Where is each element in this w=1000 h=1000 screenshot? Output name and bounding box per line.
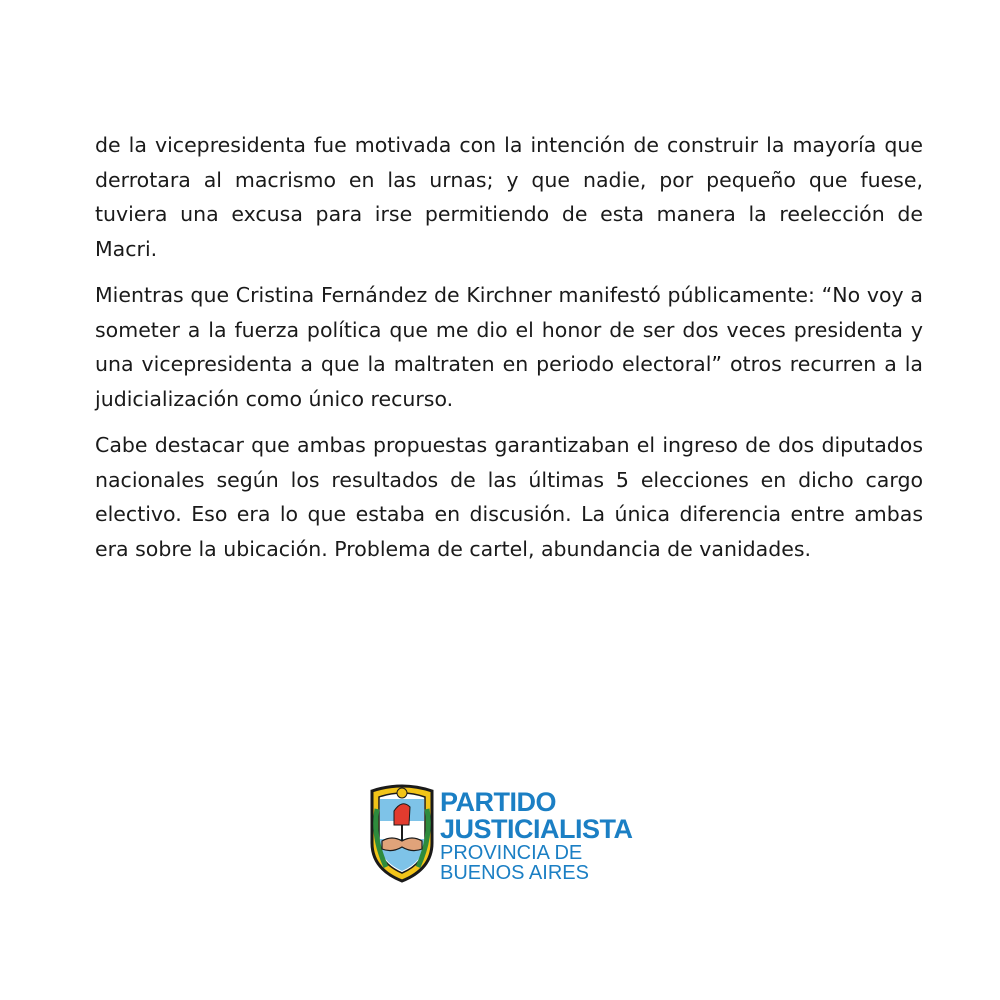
paragraph-1: de la vicepresidenta fue motivada con la intención de construir la mayoría que derrotara al macrismo en las urnas; y que nadie, por pequeño que fuese, tuviera una excusa para irse permitiendo de esta manera la reelección de Macri.	[95, 133, 923, 261]
logo-line-justicialista: JUSTICIALISTA	[440, 814, 633, 844]
logo-line-buenos-aires: BUENOS AIRES	[440, 862, 589, 884]
paragraph-2: Mientras que Cristina Fernández de Kirchner manifestó públicamente: “No voy a someter a la fuerza política que me dio el honor de ser dos veces presidenta y una vicepresidenta a que la maltraten en periodo electoral” otros recurren a la judicialización como único recurso.	[95, 283, 923, 411]
body-text	[95, 128, 923, 578]
logo-line-provincia: PROVINCIA DE	[440, 842, 583, 864]
party-shield-emblem-icon	[368, 781, 436, 883]
paragraph-3: Cabe destacar que ambas propuestas garantizaban el ingreso de dos diputados nacionales según los resultados de las últimas 5 elecciones en dicho cargo electivo. Eso era lo que estaba en discusión. La única diferencia entre ambas era sobre la ubicación. Problema de cartel, abundancia de vanidades.	[95, 433, 923, 561]
logo-line-partido: PARTIDO	[440, 787, 556, 817]
party-name	[440, 789, 633, 883]
party-logo	[368, 781, 638, 883]
